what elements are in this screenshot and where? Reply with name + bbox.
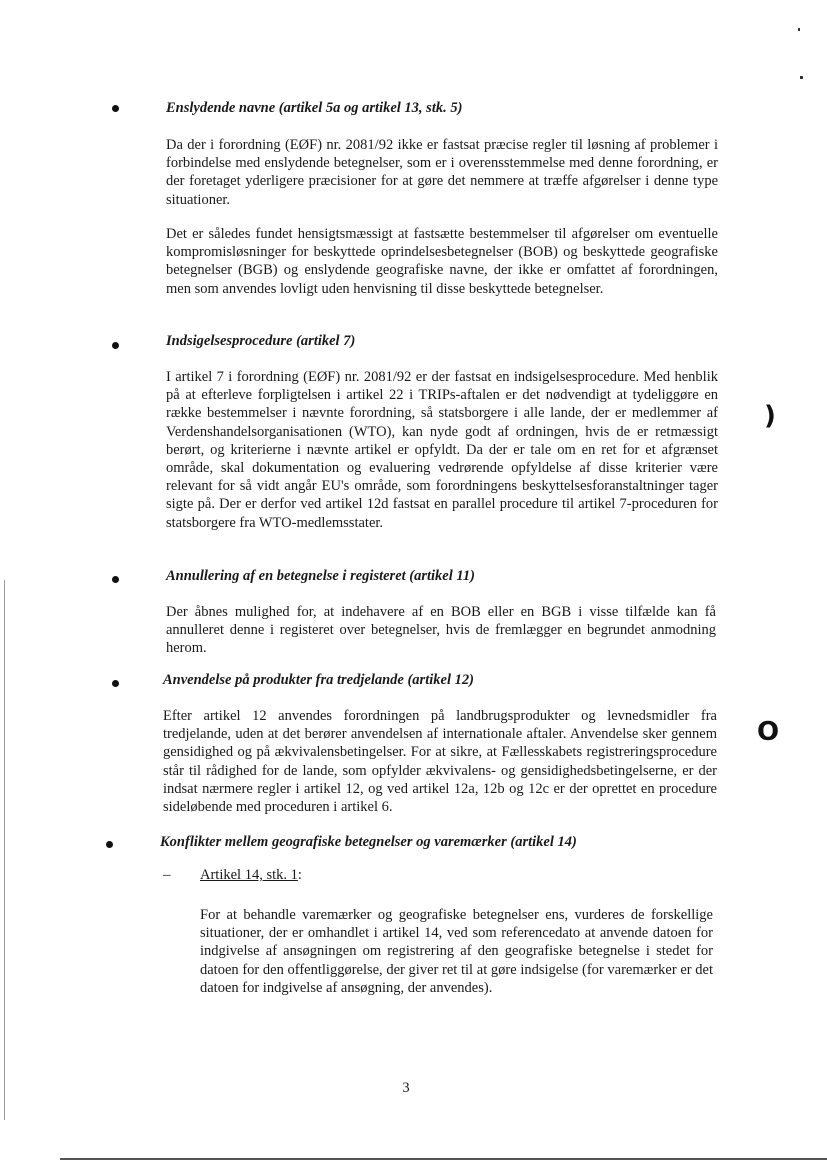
sub-heading-artikel-14 <box>200 866 302 884</box>
paragraph: Efter artikel 12 anvendes forordningen på landbrugsprodukter og levnedsmidler fra tredjelande, uden at det berører anvendelsen af internationale aftaler. Anvendelse sker gennem gensidighed og på ækvivalensbetingelser. For at sikre, at Fællesskabets registreringsprocedure står til rådighed for de lande, som opfylder ækvivalens- og gensidighedsbetingelserne, er der indsat nærmere regler i artikel 12, og ved artikel 12a, 12b og 12c er der oprettet en procedure sideløbende med proceduren i artikel 6. <box>163 708 717 816</box>
scan-speck <box>800 76 803 79</box>
bullet <box>106 841 113 848</box>
scan-edge-line <box>4 580 5 1120</box>
paragraph: I artikel 7 i forordning (EØF) nr. 2081/92 er der fastsat en indsigelsesprocedure. Med henblik på at efterleve forpligtelsen i artikel 22 i TRIPs-aftalen er det nødvendigt at tydeliggøre en række bestemmelser i nævnte forordning, så statsborgere i alle lande, der er medlemmer af Verdenshandelsorganisationen (WTO), kan nyde godt af ordningen, hvis de er retmæssigt berørt, og kriterierne i nævnte artikel er opfyldt. Da der er tale om en ret for et afgrænset område, skal dokumentation og evaluering vedrørende opfyldelse af disse kriterier være relevant for så vidt angår EU's område, som forordningens beskyttelsesforanstaltninger tager sigte på. Der er derfor ved artikel 12d fastsat en parallel procedure til artikel 7-proceduren for statsborgere fra WTO-medlemsstater. <box>166 369 718 531</box>
bullet <box>112 576 119 583</box>
page-number: 3 <box>402 1080 410 1096</box>
section-heading-annullering: Annullering af en betegnelse i registeret (artikel 11) <box>166 568 475 584</box>
section-heading-anvendelse-tredjelande: Anvendelse på produkter fra tredjelande (artikel 12) <box>163 672 474 688</box>
margin-mark-circle: O <box>757 717 780 747</box>
bullet <box>112 342 119 349</box>
scan-speck <box>798 28 800 31</box>
bullet <box>112 105 119 112</box>
section-heading-enslydende-navne: Enslydende navne (artikel 5a og artikel 13, stk. 5) <box>166 100 463 116</box>
bullet <box>112 680 119 687</box>
paragraph: Der åbnes mulighed for, at indehavere af en BOB eller en BGB i visse tilfælde kan få annulleret denne i registeret over betegnelser, hvis de fremlægger en begrundet anmodning herom. <box>166 604 716 657</box>
paragraph: Det er således fundet hensigtsmæssigt at fastsætte bestemmelser til afgørelser om eventuelle kompromisløsninger for beskyttede oprindelsesbetegnelser (BOB) og beskyttede geografiske betegnelser (BGB) og enslydende geografiske navne, der ikke er omfattet af forordningen, men som anvendes lovligt uden henvisning til disse beskyttede betegnelser. <box>166 226 718 297</box>
paragraph: For at behandle varemærker og geografiske betegnelser ens, vurderes de forskellige situationer, der er omhandlet i artikel 14, ved som referencedato at anvende datoen for indgivelse af ansøgningen om registrering af den geografiske betegnelse i stedet for datoen for den offentliggørelse, der giver ret til at gøre indsigelse (for varemærker er det datoen for indgivelse af ansøgning, der anvendes). <box>200 907 713 996</box>
sub-heading-colon: : <box>297 867 302 883</box>
sub-heading-label: Artikel 14, stk. 1 <box>200 867 298 883</box>
scan-bottom-line <box>60 1158 827 1160</box>
section-heading-indsigelsesprocedure: Indsigelsesprocedure (artikel 7) <box>166 333 356 349</box>
margin-mark-parenthesis: ) <box>764 401 776 431</box>
section-heading-konflikter: Konflikter mellem geografiske betegnelser og varemærker (artikel 14) <box>160 834 577 850</box>
sub-item-dash: – <box>163 867 171 883</box>
paragraph: Da der i forordning (EØF) nr. 2081/92 ikke er fastsat præcise regler til løsning af problemer i forbindelse med enslydende betegnelser, som er i overensstemmelse med denne forordning, er der foretaget yderligere præcisioner for at gøre det nemmere at træffe afgørelser i denne type situationer. <box>166 137 718 208</box>
